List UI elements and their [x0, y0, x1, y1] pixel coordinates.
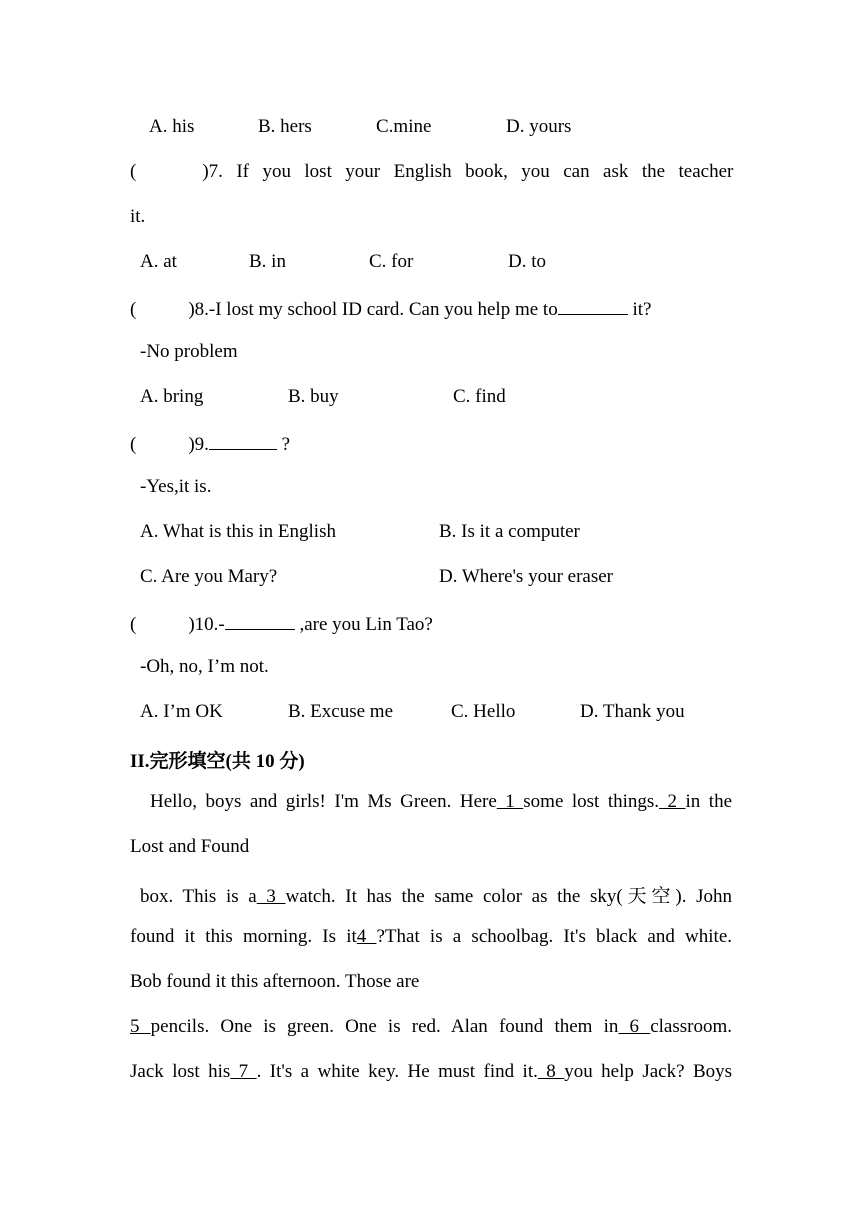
q6-option-a: A. his: [149, 116, 195, 137]
q8-reply: -No problem: [140, 341, 238, 362]
q9-option-b: B. Is it a computer: [439, 521, 580, 542]
q6-option-c: C.mine: [376, 116, 432, 137]
cloze-text: found it this morning. Is it: [130, 926, 357, 947]
q10-paren: (: [130, 614, 137, 635]
q8-text-end: it?: [627, 299, 652, 320]
cloze-text: ?That is a schoolbag. It's black and white.: [376, 926, 732, 947]
cloze-line-7: [130, 1061, 732, 1083]
cloze-line-4: [130, 926, 732, 948]
cloze-text: pencils. One is green. One is red. Alan found them in: [150, 1016, 619, 1037]
q7-option-b: B. in: [249, 251, 286, 272]
cloze-line-1: [150, 791, 732, 813]
q8-option-c: C. find: [453, 386, 506, 407]
cloze-text: you help Jack? Boys: [564, 1061, 733, 1082]
q9-option-a: A. What is this in English: [140, 521, 336, 542]
q10-text-end: ,are you Lin Tao?: [294, 614, 433, 635]
q7-stem-cont: it.: [130, 206, 146, 227]
q10-option-d: D. Thank you: [580, 701, 685, 722]
q7-paren: (: [130, 161, 137, 182]
cloze-text: . It's a white key. He must find it.: [256, 1061, 538, 1082]
cloze-line-3: [140, 881, 732, 908]
q9-option-d: D. Where's your eraser: [439, 566, 613, 587]
q8-option-a: A. bring: [140, 386, 204, 407]
q7-option-d: D. to: [508, 251, 546, 272]
q10-stem: [130, 611, 732, 636]
cloze-blank-8[interactable]: 8: [537, 1061, 565, 1082]
cloze-line-6: [130, 1016, 732, 1038]
q6-option-b: B. hers: [258, 116, 312, 137]
cloze-blank-2[interactable]: 2: [659, 791, 686, 812]
cloze-blank-5[interactable]: 5: [130, 1016, 151, 1037]
cloze-line-5: Bob found it this afternoon. Those are: [130, 971, 420, 992]
section-heading: II.完形填空(共 10 分): [130, 751, 305, 772]
q10-text: )10.-: [188, 614, 225, 635]
cloze-text: box. This is a: [140, 886, 257, 907]
q9-answer-blank[interactable]: [209, 431, 277, 450]
q8-option-b: B. buy: [288, 386, 339, 407]
q8-text: )8.-I lost my school ID card. Can you help me to: [188, 299, 558, 320]
cloze-text: in the: [685, 791, 733, 812]
cloze-blank-4[interactable]: 4: [356, 926, 377, 947]
cloze-blank-3[interactable]: 3: [256, 886, 286, 907]
q10-reply: -Oh, no, I’m not.: [140, 656, 269, 677]
cloze-text: Hello, boys and girls! I'm Ms Green. Here: [150, 791, 497, 812]
q10-option-b: B. Excuse me: [288, 701, 394, 722]
cloze-blank-6[interactable]: 6: [618, 1016, 651, 1037]
q10-option-c: C. Hello: [451, 701, 516, 722]
cloze-text: watch. It has the same color as the sky(天空). John: [285, 886, 732, 907]
cloze-text: Jack lost his: [130, 1061, 231, 1082]
q7-text: )7. If you lost your English book, you can ask the teacher: [202, 161, 734, 182]
q9-text: )9.: [188, 434, 209, 455]
q7-option-c: C. for: [369, 251, 414, 272]
q8-paren: (: [130, 299, 137, 320]
q10-option-a: A. I’m OK: [140, 701, 223, 722]
cloze-text: classroom.: [650, 1016, 732, 1037]
q8-answer-blank[interactable]: [558, 296, 628, 315]
cloze-blank-1[interactable]: 1: [496, 791, 524, 812]
q9-option-c: C. Are you Mary?: [140, 566, 278, 587]
q7-option-a: A. at: [140, 251, 177, 272]
q9-text-end: ?: [276, 434, 291, 455]
cloze-blank-7[interactable]: 7: [230, 1061, 257, 1082]
q9-paren: (: [130, 434, 137, 455]
q6-option-d: D. yours: [506, 116, 572, 137]
q10-answer-blank[interactable]: [225, 611, 295, 630]
cloze-text: some lost things.: [523, 791, 660, 812]
cloze-line-2: Lost and Found: [130, 836, 250, 857]
q7-stem: [130, 161, 732, 183]
q8-stem: [130, 296, 732, 321]
q9-reply: -Yes,it is.: [140, 476, 212, 497]
q9-stem: [130, 431, 732, 456]
